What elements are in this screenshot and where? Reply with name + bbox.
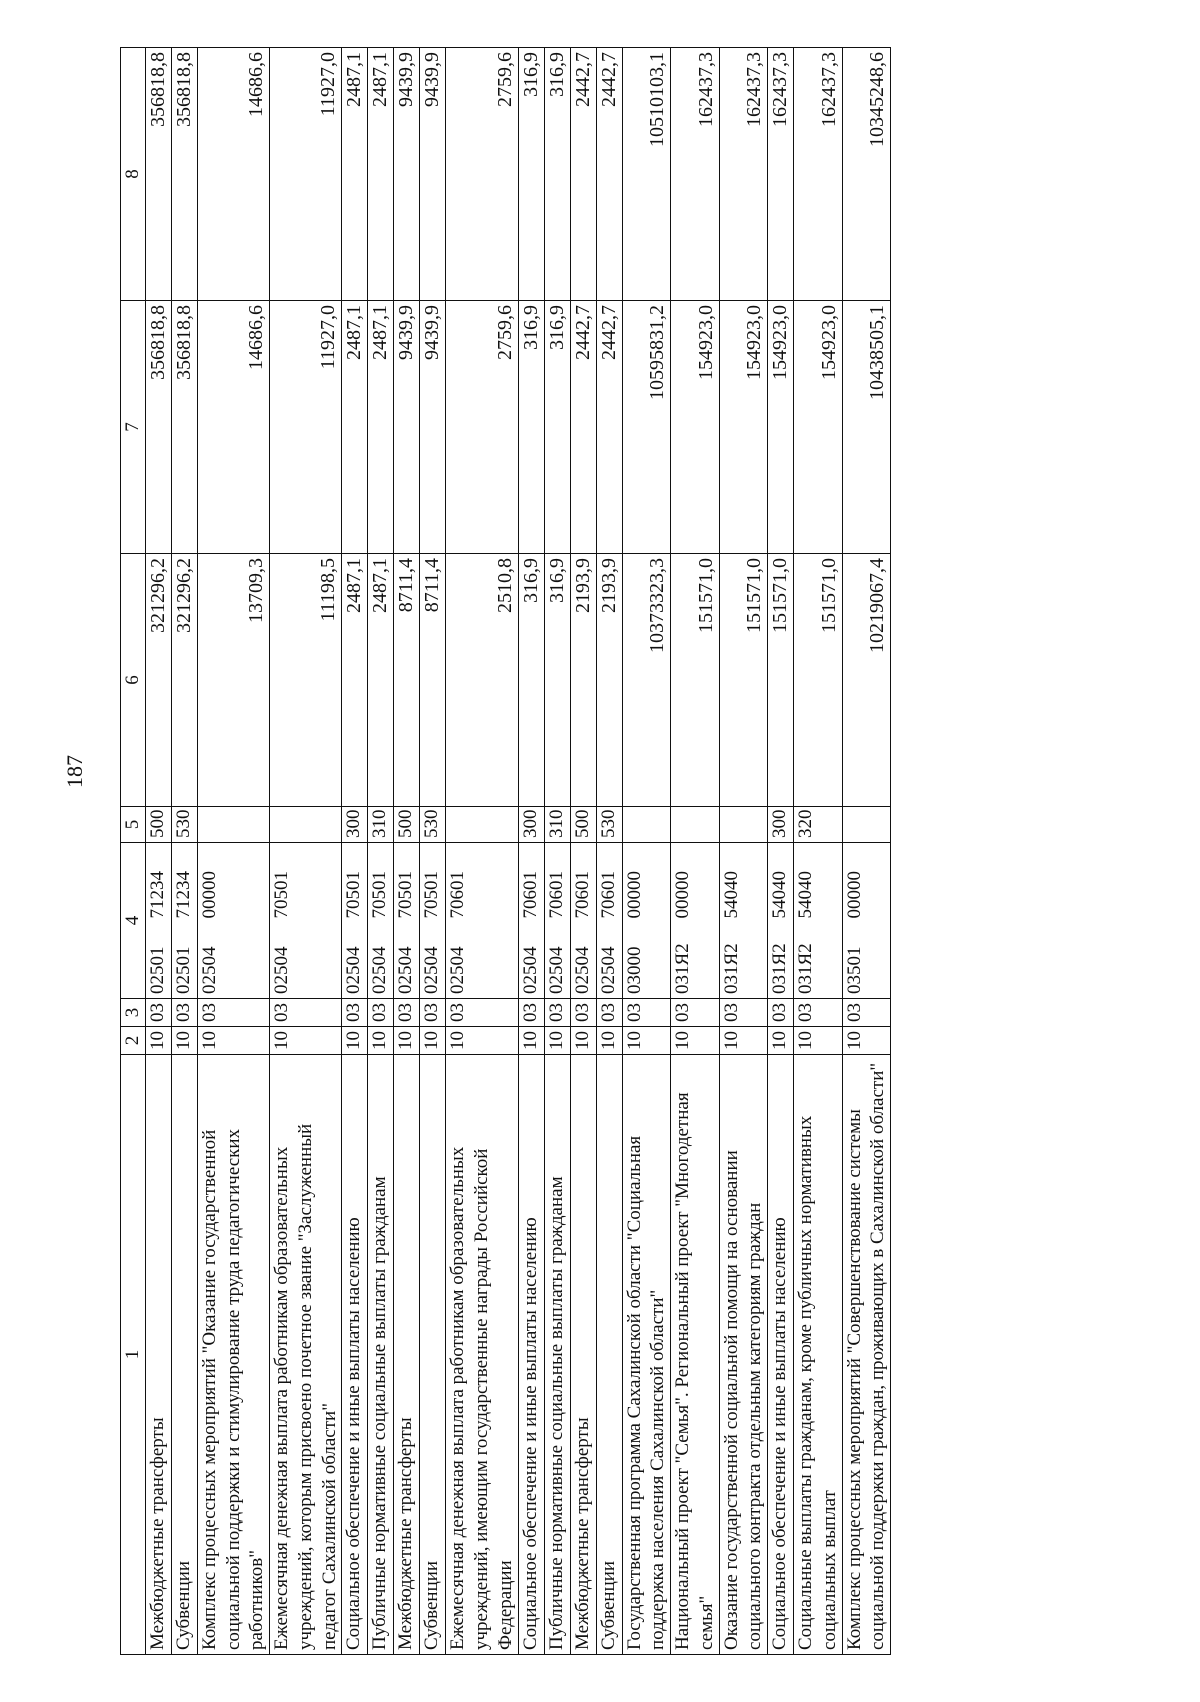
cell-c3: 03 — [768, 999, 794, 1027]
page-number: 187 — [62, 755, 87, 788]
cell-c7: 2442,7 — [596, 301, 622, 554]
cell-c2: 10 — [145, 1027, 171, 1055]
header-cell: 1 — [121, 1055, 146, 1655]
cell-c2: 10 — [596, 1027, 622, 1055]
cell-name: Субвенции — [420, 1055, 446, 1655]
cell-c2: 10 — [171, 1027, 197, 1055]
cell-c8: 316,9 — [518, 48, 544, 301]
cell-c4b: 00000 — [622, 843, 671, 923]
header-cell: 6 — [121, 554, 146, 807]
cell-c6: 10373323,3 — [622, 554, 671, 807]
cell-c7: 10595831,2 — [622, 301, 671, 554]
cell-c3: 03 — [171, 999, 197, 1027]
cell-c2: 10 — [518, 1027, 544, 1055]
cell-c5: 310 — [544, 807, 570, 843]
cell-c8: 356818,8 — [171, 48, 197, 301]
cell-c2: 10 — [368, 1027, 394, 1055]
cell-c4a: 02504 — [270, 923, 342, 999]
cell-c8: 162437,3 — [768, 48, 794, 301]
cell-c4b: 70601 — [446, 843, 518, 923]
cell-c4a: 02504 — [446, 923, 518, 999]
cell-c4a: 02501 — [145, 923, 171, 999]
cell-c7: 9439,9 — [394, 301, 420, 554]
table-row — [197, 48, 269, 1655]
cell-name: Субвенции — [596, 1055, 622, 1655]
cell-c4a: 031Я2 — [768, 923, 794, 999]
cell-name: Социальное обеспечение и иные выплаты населению — [768, 1055, 794, 1655]
cell-c3: 03 — [518, 999, 544, 1027]
cell-c3: 03 — [145, 999, 171, 1027]
cell-c4a: 02504 — [368, 923, 394, 999]
table-row — [446, 48, 518, 1655]
cell-c5 — [446, 807, 518, 843]
cell-c8: 2759,6 — [446, 48, 518, 301]
cell-c8: 316,9 — [544, 48, 570, 301]
table-row — [842, 48, 891, 1655]
table-row — [719, 48, 768, 1655]
cell-c2: 10 — [768, 1027, 794, 1055]
cell-c8: 9439,9 — [420, 48, 446, 301]
cell-c3: 03 — [671, 999, 720, 1027]
cell-c4b: 70501 — [368, 843, 394, 923]
table-row — [794, 48, 843, 1655]
cell-c4a: 02501 — [171, 923, 197, 999]
table-row — [622, 48, 671, 1655]
cell-c2: 10 — [420, 1027, 446, 1055]
cell-c8: 162437,3 — [671, 48, 720, 301]
cell-name: Публичные нормативные социальные выплаты гражданам — [368, 1055, 394, 1655]
cell-name: Социальные выплаты гражданам, кроме публичных нормативных социальных выплат — [794, 1055, 843, 1655]
cell-c8: 162437,3 — [794, 48, 843, 301]
cell-c5: 300 — [518, 807, 544, 843]
cell-c4a: 031Я2 — [719, 923, 768, 999]
cell-c6: 2193,9 — [570, 554, 596, 807]
cell-c4b: 70501 — [420, 843, 446, 923]
cell-c4b: 71234 — [171, 843, 197, 923]
cell-c5: 300 — [342, 807, 368, 843]
cell-c3: 03 — [368, 999, 394, 1027]
cell-c2: 10 — [719, 1027, 768, 1055]
cell-c5 — [719, 807, 768, 843]
cell-c2: 10 — [394, 1027, 420, 1055]
cell-c4b: 54040 — [794, 843, 843, 923]
cell-c5 — [622, 807, 671, 843]
cell-c4a: 03000 — [622, 923, 671, 999]
header-cell: 8 — [121, 48, 146, 301]
cell-c8: 2487,1 — [342, 48, 368, 301]
cell-c6: 321296,2 — [171, 554, 197, 807]
cell-c6: 316,9 — [518, 554, 544, 807]
cell-c4a: 02504 — [544, 923, 570, 999]
cell-c5 — [671, 807, 720, 843]
table-row — [368, 48, 394, 1655]
cell-c2: 10 — [544, 1027, 570, 1055]
table-row — [570, 48, 596, 1655]
cell-c2: 10 — [570, 1027, 596, 1055]
cell-c4a: 02504 — [596, 923, 622, 999]
cell-c3: 03 — [446, 999, 518, 1027]
cell-c4a: 02504 — [518, 923, 544, 999]
cell-c6: 151571,0 — [719, 554, 768, 807]
cell-c2: 10 — [842, 1027, 891, 1055]
table-row — [171, 48, 197, 1655]
cell-c5: 530 — [171, 807, 197, 843]
cell-name: Государственная программа Сахалинской области "Социальная поддержка населения Сахалинской области" — [622, 1055, 671, 1655]
cell-c5: 530 — [596, 807, 622, 843]
cell-name: Комплекс процессных мероприятий "Оказание государственной социальной поддержки и стимулирование труда педагогических работников" — [197, 1055, 269, 1655]
cell-c5: 320 — [794, 807, 843, 843]
cell-c4b: 70601 — [596, 843, 622, 923]
cell-c2: 10 — [622, 1027, 671, 1055]
cell-c3: 03 — [842, 999, 891, 1027]
cell-c3: 03 — [622, 999, 671, 1027]
cell-c4b: 54040 — [719, 843, 768, 923]
cell-c4a: 02504 — [570, 923, 596, 999]
cell-c5 — [270, 807, 342, 843]
table-row — [270, 48, 342, 1655]
cell-c2: 10 — [794, 1027, 843, 1055]
cell-c2: 10 — [671, 1027, 720, 1055]
cell-c3: 03 — [794, 999, 843, 1027]
cell-c7: 2487,1 — [368, 301, 394, 554]
cell-c8: 11927,0 — [270, 48, 342, 301]
cell-name: Субвенции — [171, 1055, 197, 1655]
cell-c3: 03 — [570, 999, 596, 1027]
cell-c6: 321296,2 — [145, 554, 171, 807]
cell-c7: 9439,9 — [420, 301, 446, 554]
cell-c4b: 70501 — [270, 843, 342, 923]
cell-c2: 10 — [197, 1027, 269, 1055]
table-row — [596, 48, 622, 1655]
cell-c5: 500 — [145, 807, 171, 843]
cell-name: Межбюджетные трансферты — [145, 1055, 171, 1655]
cell-c4b: 71234 — [145, 843, 171, 923]
cell-c4a: 02504 — [420, 923, 446, 999]
cell-c7: 316,9 — [518, 301, 544, 554]
cell-name: Публичные нормативные социальные выплаты гражданам — [544, 1055, 570, 1655]
table-row — [394, 48, 420, 1655]
cell-c7: 14686,6 — [197, 301, 269, 554]
table-row — [420, 48, 446, 1655]
header-cell: 4 — [121, 843, 146, 999]
cell-name: Межбюджетные трансферты — [570, 1055, 596, 1655]
cell-name: Национальный проект "Семья". Региональный проект "Многодетная семья" — [671, 1055, 720, 1655]
cell-name: Межбюджетные трансферты — [394, 1055, 420, 1655]
cell-c8: 9439,9 — [394, 48, 420, 301]
cell-name: Оказание государственной социальной помощи на основании социального контракта отдельным категориям граждан — [719, 1055, 768, 1655]
cell-c5: 530 — [420, 807, 446, 843]
cell-c8: 162437,3 — [719, 48, 768, 301]
cell-c3: 03 — [544, 999, 570, 1027]
cell-c6: 151571,0 — [794, 554, 843, 807]
cell-c7: 11927,0 — [270, 301, 342, 554]
cell-c7: 316,9 — [544, 301, 570, 554]
cell-c4b: 00000 — [197, 843, 269, 923]
cell-c2: 10 — [342, 1027, 368, 1055]
cell-c6: 2193,9 — [596, 554, 622, 807]
cell-c4a: 02504 — [394, 923, 420, 999]
header-cell: 3 — [121, 999, 146, 1027]
cell-c3: 03 — [197, 999, 269, 1027]
cell-c4a: 02504 — [342, 923, 368, 999]
cell-c5 — [197, 807, 269, 843]
cell-c6: 8711,4 — [394, 554, 420, 807]
cell-c4b: 70501 — [342, 843, 368, 923]
cell-c4b: 00000 — [671, 843, 720, 923]
cell-c3: 03 — [719, 999, 768, 1027]
cell-c4a: 031Я2 — [794, 923, 843, 999]
cell-c6: 151571,0 — [671, 554, 720, 807]
cell-c7: 154923,0 — [794, 301, 843, 554]
cell-c6: 13709,3 — [197, 554, 269, 807]
cell-c4a: 031Я2 — [671, 923, 720, 999]
cell-c7: 154923,0 — [768, 301, 794, 554]
cell-c6: 2487,1 — [342, 554, 368, 807]
cell-name: Ежемесячная денежная выплата работникам образовательных учреждений, которым присвоено почетное звание "Заслуженный педагог Сахалинской области" — [270, 1055, 342, 1655]
cell-c8: 356818,8 — [145, 48, 171, 301]
cell-c7: 154923,0 — [671, 301, 720, 554]
cell-c6: 316,9 — [544, 554, 570, 807]
header-cell: 2 — [121, 1027, 146, 1055]
rotated-table-container — [120, 50, 1070, 1655]
table-row — [544, 48, 570, 1655]
cell-c4a: 03501 — [842, 923, 891, 999]
cell-c4b: 00000 — [842, 843, 891, 923]
cell-name: Социальное обеспечение и иные выплаты населению — [518, 1055, 544, 1655]
cell-c3: 03 — [342, 999, 368, 1027]
cell-c5: 500 — [394, 807, 420, 843]
cell-c4b: 70501 — [394, 843, 420, 923]
header-cell: 5 — [121, 807, 146, 843]
cell-c4b: 54040 — [768, 843, 794, 923]
cell-c6: 2510,8 — [446, 554, 518, 807]
cell-c5: 300 — [768, 807, 794, 843]
table-row — [518, 48, 544, 1655]
table-row — [671, 48, 720, 1655]
header-cell: 7 — [121, 301, 146, 554]
cell-c8: 14686,6 — [197, 48, 269, 301]
cell-c7: 2759,6 — [446, 301, 518, 554]
cell-c7: 2442,7 — [570, 301, 596, 554]
header-row — [121, 48, 146, 1655]
cell-c7: 10438505,1 — [842, 301, 891, 554]
cell-c7: 356818,8 — [171, 301, 197, 554]
cell-c5: 500 — [570, 807, 596, 843]
table-row — [342, 48, 368, 1655]
cell-name: Ежемесячная денежная выплата работникам образовательных учреждений, имеющим государственные награды Российской Федерации — [446, 1055, 518, 1655]
cell-c4b: 70601 — [544, 843, 570, 923]
cell-c4b: 70601 — [518, 843, 544, 923]
cell-c6: 11198,5 — [270, 554, 342, 807]
cell-c7: 154923,0 — [719, 301, 768, 554]
cell-c6: 151571,0 — [768, 554, 794, 807]
cell-name: Социальное обеспечение и иные выплаты населению — [342, 1055, 368, 1655]
cell-c4b: 70601 — [570, 843, 596, 923]
cell-c3: 03 — [394, 999, 420, 1027]
cell-c8: 2442,7 — [596, 48, 622, 301]
cell-c7: 356818,8 — [145, 301, 171, 554]
table-row — [768, 48, 794, 1655]
cell-c3: 03 — [270, 999, 342, 1027]
cell-c2: 10 — [446, 1027, 518, 1055]
cell-c4a: 02504 — [197, 923, 269, 999]
cell-c7: 2487,1 — [342, 301, 368, 554]
table-body — [145, 48, 890, 1655]
cell-name: Комплекс процессных мероприятий "Совершенствование системы социальной поддержки граждан, проживающих в Сахалинской области" — [842, 1055, 891, 1655]
cell-c8: 2487,1 — [368, 48, 394, 301]
cell-c5 — [842, 807, 891, 843]
table-row — [145, 48, 171, 1655]
cell-c8: 2442,7 — [570, 48, 596, 301]
cell-c6: 8711,4 — [420, 554, 446, 807]
cell-c6: 10219067,4 — [842, 554, 891, 807]
cell-c8: 10345248,6 — [842, 48, 891, 301]
cell-c3: 03 — [596, 999, 622, 1027]
cell-c2: 10 — [270, 1027, 342, 1055]
cell-c5: 310 — [368, 807, 394, 843]
cell-c3: 03 — [420, 999, 446, 1027]
cell-c8: 10510103,1 — [622, 48, 671, 301]
budget-table — [120, 47, 891, 1655]
cell-c6: 2487,1 — [368, 554, 394, 807]
